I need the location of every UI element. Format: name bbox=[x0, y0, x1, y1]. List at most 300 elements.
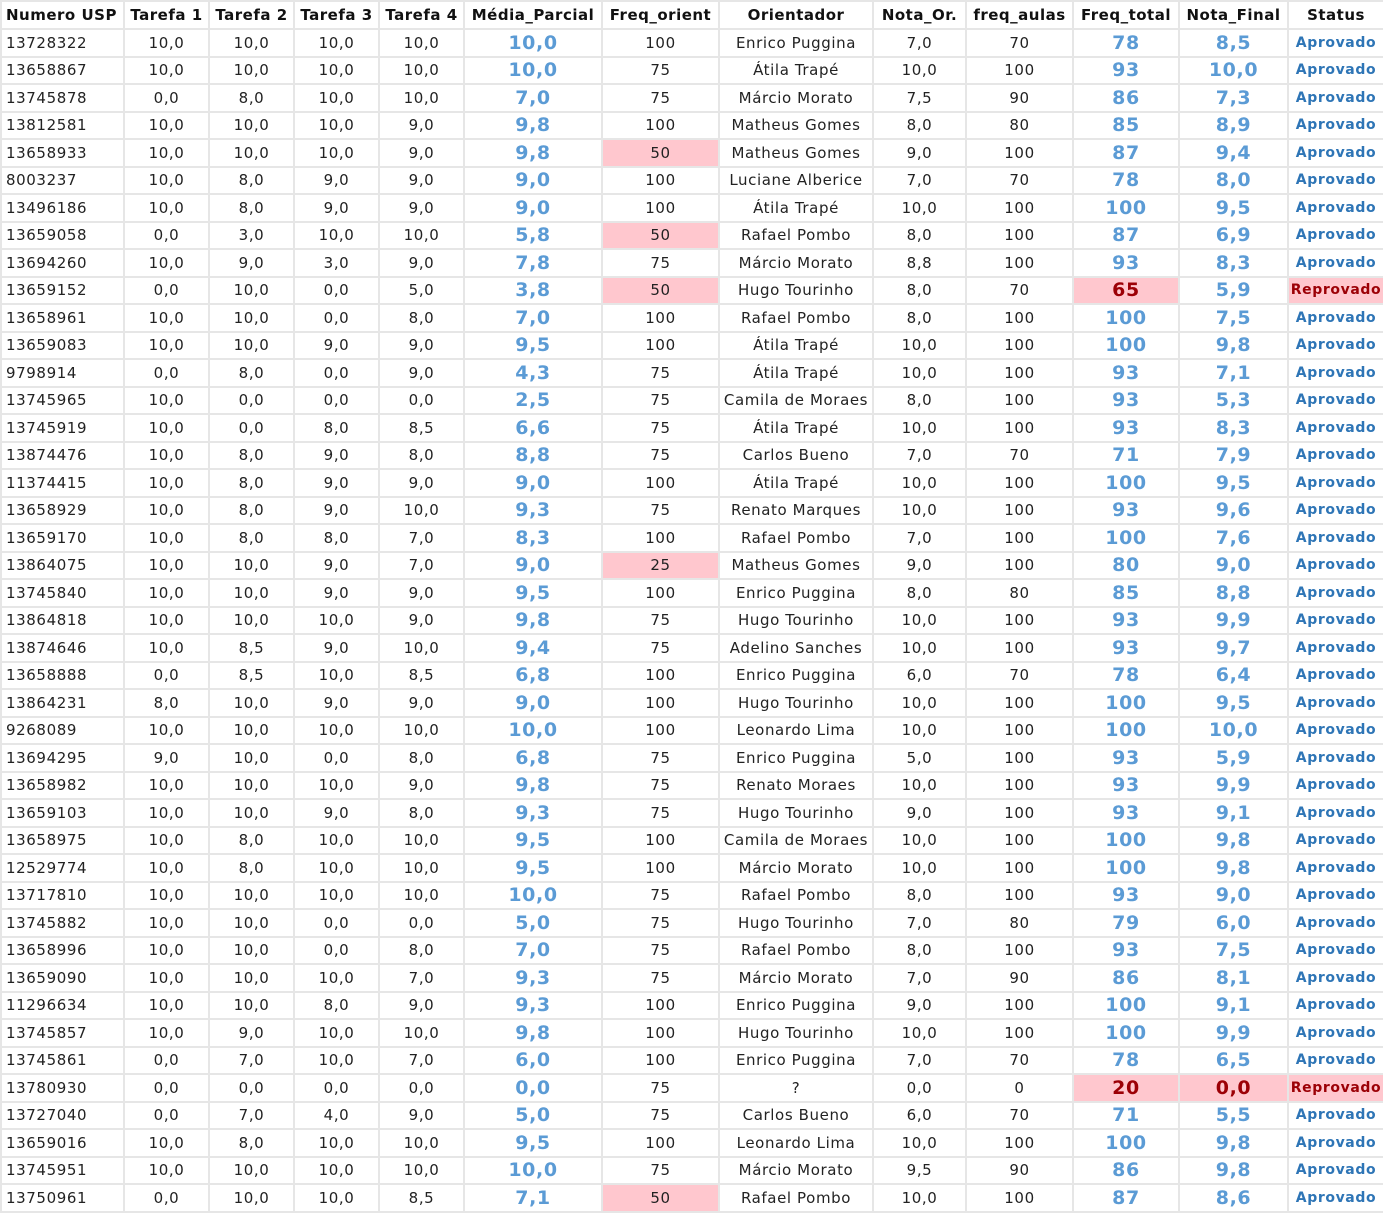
cell-status[interactable]: Aprovado bbox=[1288, 442, 1383, 470]
cell-tarefa-3[interactable]: 4,0 bbox=[294, 1102, 379, 1130]
cell-freq-total[interactable]: 86 bbox=[1073, 84, 1179, 112]
cell-tarefa-1[interactable]: 10,0 bbox=[124, 552, 209, 580]
cell-freq-total[interactable]: 93 bbox=[1073, 882, 1179, 910]
cell-media-parcial[interactable]: 9,8 bbox=[464, 772, 602, 800]
cell-tarefa-4[interactable]: 0,0 bbox=[379, 387, 464, 415]
cell-freq-aulas[interactable]: 100 bbox=[966, 607, 1073, 635]
cell-media-parcial[interactable]: 10,0 bbox=[464, 29, 602, 57]
cell-tarefa-4[interactable]: 9,0 bbox=[379, 194, 464, 222]
cell-media-parcial[interactable]: 10,0 bbox=[464, 1157, 602, 1185]
cell-tarefa-2[interactable]: 8,0 bbox=[209, 359, 294, 387]
cell-media-parcial[interactable]: 2,5 bbox=[464, 387, 602, 415]
cell-freq-orient[interactable]: 75 bbox=[602, 84, 719, 112]
cell-tarefa-2[interactable]: 8,0 bbox=[209, 167, 294, 195]
cell-freq-total[interactable]: 93 bbox=[1073, 744, 1179, 772]
cell-tarefa-3[interactable]: 0,0 bbox=[294, 937, 379, 965]
cell-freq-aulas[interactable]: 80 bbox=[966, 909, 1073, 937]
cell-status[interactable]: Aprovado bbox=[1288, 524, 1383, 552]
cell-freq-aulas[interactable]: 100 bbox=[966, 387, 1073, 415]
cell-media-parcial[interactable]: 3,8 bbox=[464, 277, 602, 305]
cell-freq-orient[interactable]: 75 bbox=[602, 964, 719, 992]
cell-tarefa-1[interactable]: 10,0 bbox=[124, 1157, 209, 1185]
cell-tarefa-3[interactable]: 0,0 bbox=[294, 304, 379, 332]
cell-media-parcial[interactable]: 5,0 bbox=[464, 909, 602, 937]
cell-freq-total[interactable]: 100 bbox=[1073, 524, 1179, 552]
cell-freq-orient[interactable]: 100 bbox=[602, 579, 719, 607]
cell-tarefa-2[interactable]: 10,0 bbox=[209, 57, 294, 85]
cell-tarefa-1[interactable]: 0,0 bbox=[124, 84, 209, 112]
cell-freq-total[interactable]: 100 bbox=[1073, 854, 1179, 882]
cell-numero-usp[interactable]: 13658929 bbox=[1, 497, 124, 525]
cell-numero-usp[interactable]: 8003237 bbox=[1, 167, 124, 195]
cell-status[interactable]: Aprovado bbox=[1288, 1047, 1383, 1075]
cell-orientador[interactable]: Rafael Pombo bbox=[719, 524, 873, 552]
cell-nota-final[interactable]: 9,4 bbox=[1179, 139, 1288, 167]
cell-freq-orient[interactable]: 100 bbox=[602, 992, 719, 1020]
cell-status[interactable]: Aprovado bbox=[1288, 222, 1383, 250]
cell-tarefa-2[interactable]: 10,0 bbox=[209, 1157, 294, 1185]
cell-orientador[interactable]: Enrico Puggina bbox=[719, 29, 873, 57]
cell-tarefa-3[interactable]: 10,0 bbox=[294, 717, 379, 745]
cell-numero-usp[interactable]: 13658933 bbox=[1, 139, 124, 167]
cell-freq-aulas[interactable]: 100 bbox=[966, 937, 1073, 965]
cell-tarefa-2[interactable]: 3,0 bbox=[209, 222, 294, 250]
cell-freq-total[interactable]: 93 bbox=[1073, 607, 1179, 635]
cell-numero-usp[interactable]: 13659083 bbox=[1, 332, 124, 360]
cell-tarefa-4[interactable]: 9,0 bbox=[379, 332, 464, 360]
cell-nota-final[interactable]: 9,1 bbox=[1179, 992, 1288, 1020]
cell-tarefa-2[interactable]: 10,0 bbox=[209, 744, 294, 772]
cell-tarefa-1[interactable]: 10,0 bbox=[124, 964, 209, 992]
cell-media-parcial[interactable]: 10,0 bbox=[464, 717, 602, 745]
cell-media-parcial[interactable]: 9,3 bbox=[464, 992, 602, 1020]
cell-nota-final[interactable]: 8,6 bbox=[1179, 1184, 1288, 1212]
cell-media-parcial[interactable]: 9,0 bbox=[464, 689, 602, 717]
cell-tarefa-3[interactable]: 10,0 bbox=[294, 1184, 379, 1212]
cell-tarefa-4[interactable]: 9,0 bbox=[379, 689, 464, 717]
cell-tarefa-4[interactable]: 9,0 bbox=[379, 1102, 464, 1130]
cell-nota-final[interactable]: 8,1 bbox=[1179, 964, 1288, 992]
cell-tarefa-1[interactable]: 10,0 bbox=[124, 799, 209, 827]
cell-tarefa-4[interactable]: 10,0 bbox=[379, 717, 464, 745]
cell-freq-aulas[interactable]: 100 bbox=[966, 222, 1073, 250]
cell-freq-orient[interactable]: 75 bbox=[602, 772, 719, 800]
cell-nota-final[interactable]: 9,7 bbox=[1179, 634, 1288, 662]
cell-tarefa-4[interactable]: 9,0 bbox=[379, 139, 464, 167]
cell-tarefa-4[interactable]: 8,0 bbox=[379, 937, 464, 965]
cell-tarefa-3[interactable]: 8,0 bbox=[294, 524, 379, 552]
cell-nota-final[interactable]: 8,9 bbox=[1179, 112, 1288, 140]
cell-tarefa-2[interactable]: 10,0 bbox=[209, 717, 294, 745]
cell-tarefa-2[interactable]: 10,0 bbox=[209, 964, 294, 992]
cell-freq-total[interactable]: 65 bbox=[1073, 277, 1179, 305]
cell-freq-aulas[interactable]: 100 bbox=[966, 332, 1073, 360]
cell-tarefa-4[interactable]: 8,0 bbox=[379, 744, 464, 772]
cell-freq-orient[interactable]: 100 bbox=[602, 827, 719, 855]
cell-freq-aulas[interactable]: 0 bbox=[966, 1074, 1073, 1102]
cell-tarefa-3[interactable]: 9,0 bbox=[294, 497, 379, 525]
cell-freq-aulas[interactable]: 80 bbox=[966, 579, 1073, 607]
cell-freq-total[interactable]: 93 bbox=[1073, 799, 1179, 827]
cell-status[interactable]: Aprovado bbox=[1288, 167, 1383, 195]
cell-media-parcial[interactable]: 0,0 bbox=[464, 1074, 602, 1102]
cell-nota-or[interactable]: 6,0 bbox=[873, 1102, 966, 1130]
cell-status[interactable]: Aprovado bbox=[1288, 387, 1383, 415]
cell-freq-aulas[interactable]: 100 bbox=[966, 1184, 1073, 1212]
cell-status[interactable]: Aprovado bbox=[1288, 194, 1383, 222]
header-freq-orient[interactable]: Freq_orient bbox=[602, 1, 719, 29]
cell-nota-final[interactable]: 10,0 bbox=[1179, 57, 1288, 85]
cell-media-parcial[interactable]: 7,1 bbox=[464, 1184, 602, 1212]
cell-freq-orient[interactable]: 75 bbox=[602, 744, 719, 772]
cell-freq-aulas[interactable]: 100 bbox=[966, 414, 1073, 442]
cell-freq-orient[interactable]: 75 bbox=[602, 249, 719, 277]
cell-freq-total[interactable]: 71 bbox=[1073, 1102, 1179, 1130]
cell-status[interactable]: Aprovado bbox=[1288, 1102, 1383, 1130]
cell-status[interactable]: Aprovado bbox=[1288, 882, 1383, 910]
cell-tarefa-4[interactable]: 8,0 bbox=[379, 799, 464, 827]
cell-orientador[interactable]: Adelino Sanches bbox=[719, 634, 873, 662]
cell-freq-orient[interactable]: 100 bbox=[602, 1019, 719, 1047]
cell-nota-or[interactable]: 7,0 bbox=[873, 524, 966, 552]
cell-orientador[interactable]: Márcio Morato bbox=[719, 249, 873, 277]
cell-nota-or[interactable]: 8,0 bbox=[873, 222, 966, 250]
cell-tarefa-4[interactable]: 8,0 bbox=[379, 304, 464, 332]
cell-tarefa-4[interactable]: 0,0 bbox=[379, 909, 464, 937]
cell-tarefa-1[interactable]: 10,0 bbox=[124, 1129, 209, 1157]
cell-numero-usp[interactable]: 13659090 bbox=[1, 964, 124, 992]
cell-tarefa-2[interactable]: 10,0 bbox=[209, 689, 294, 717]
cell-tarefa-4[interactable]: 10,0 bbox=[379, 854, 464, 882]
cell-numero-usp[interactable]: 13745857 bbox=[1, 1019, 124, 1047]
cell-media-parcial[interactable]: 9,3 bbox=[464, 964, 602, 992]
cell-tarefa-4[interactable]: 8,5 bbox=[379, 414, 464, 442]
cell-nota-or[interactable]: 10,0 bbox=[873, 717, 966, 745]
cell-tarefa-3[interactable]: 10,0 bbox=[294, 222, 379, 250]
cell-nota-final[interactable]: 5,9 bbox=[1179, 744, 1288, 772]
cell-tarefa-4[interactable]: 9,0 bbox=[379, 249, 464, 277]
cell-freq-total[interactable]: 100 bbox=[1073, 1019, 1179, 1047]
cell-tarefa-1[interactable]: 10,0 bbox=[124, 607, 209, 635]
cell-tarefa-2[interactable]: 8,0 bbox=[209, 194, 294, 222]
cell-tarefa-4[interactable]: 10,0 bbox=[379, 57, 464, 85]
cell-nota-final[interactable]: 9,8 bbox=[1179, 854, 1288, 882]
cell-freq-aulas[interactable]: 90 bbox=[966, 84, 1073, 112]
cell-freq-total[interactable]: 100 bbox=[1073, 717, 1179, 745]
cell-nota-final[interactable]: 7,5 bbox=[1179, 304, 1288, 332]
cell-freq-orient[interactable]: 100 bbox=[602, 194, 719, 222]
cell-tarefa-1[interactable]: 10,0 bbox=[124, 332, 209, 360]
cell-tarefa-3[interactable]: 10,0 bbox=[294, 1129, 379, 1157]
cell-status[interactable]: Aprovado bbox=[1288, 497, 1383, 525]
cell-freq-orient[interactable]: 50 bbox=[602, 222, 719, 250]
cell-freq-orient[interactable]: 75 bbox=[602, 634, 719, 662]
cell-tarefa-4[interactable]: 10,0 bbox=[379, 84, 464, 112]
cell-freq-total[interactable]: 79 bbox=[1073, 909, 1179, 937]
cell-status[interactable]: Aprovado bbox=[1288, 1184, 1383, 1212]
cell-numero-usp[interactable]: 13745882 bbox=[1, 909, 124, 937]
cell-orientador[interactable]: Enrico Puggina bbox=[719, 1047, 873, 1075]
cell-tarefa-4[interactable]: 10,0 bbox=[379, 882, 464, 910]
cell-tarefa-1[interactable]: 10,0 bbox=[124, 1019, 209, 1047]
cell-freq-total[interactable]: 100 bbox=[1073, 992, 1179, 1020]
cell-tarefa-4[interactable]: 9,0 bbox=[379, 167, 464, 195]
cell-orientador[interactable]: Átila Trapé bbox=[719, 414, 873, 442]
cell-tarefa-1[interactable]: 10,0 bbox=[124, 414, 209, 442]
cell-tarefa-2[interactable]: 8,0 bbox=[209, 524, 294, 552]
cell-orientador[interactable]: Rafael Pombo bbox=[719, 222, 873, 250]
cell-freq-aulas[interactable]: 100 bbox=[966, 689, 1073, 717]
cell-tarefa-4[interactable]: 9,0 bbox=[379, 579, 464, 607]
cell-orientador[interactable]: Rafael Pombo bbox=[719, 882, 873, 910]
cell-tarefa-3[interactable]: 10,0 bbox=[294, 57, 379, 85]
cell-status[interactable]: Aprovado bbox=[1288, 552, 1383, 580]
cell-orientador[interactable]: Márcio Morato bbox=[719, 964, 873, 992]
cell-freq-orient[interactable]: 100 bbox=[602, 304, 719, 332]
cell-numero-usp[interactable]: 13874476 bbox=[1, 442, 124, 470]
cell-freq-total[interactable]: 87 bbox=[1073, 222, 1179, 250]
cell-freq-aulas[interactable]: 100 bbox=[966, 772, 1073, 800]
cell-freq-aulas[interactable]: 100 bbox=[966, 359, 1073, 387]
cell-tarefa-2[interactable]: 10,0 bbox=[209, 112, 294, 140]
cell-numero-usp[interactable]: 13727040 bbox=[1, 1102, 124, 1130]
cell-freq-total[interactable]: 100 bbox=[1073, 1129, 1179, 1157]
cell-nota-final[interactable]: 7,6 bbox=[1179, 524, 1288, 552]
cell-nota-or[interactable]: 9,0 bbox=[873, 799, 966, 827]
cell-freq-total[interactable]: 80 bbox=[1073, 552, 1179, 580]
cell-freq-total[interactable]: 93 bbox=[1073, 634, 1179, 662]
cell-freq-orient[interactable]: 75 bbox=[602, 607, 719, 635]
cell-media-parcial[interactable]: 6,8 bbox=[464, 744, 602, 772]
header-numero-usp[interactable]: Numero USP bbox=[1, 1, 124, 29]
cell-freq-total[interactable]: 86 bbox=[1073, 1157, 1179, 1185]
cell-freq-aulas[interactable]: 100 bbox=[966, 827, 1073, 855]
header-tarefa-2[interactable]: Tarefa 2 bbox=[209, 1, 294, 29]
cell-media-parcial[interactable]: 7,0 bbox=[464, 937, 602, 965]
cell-tarefa-2[interactable]: 10,0 bbox=[209, 772, 294, 800]
cell-freq-aulas[interactable]: 70 bbox=[966, 1047, 1073, 1075]
cell-tarefa-4[interactable]: 9,0 bbox=[379, 359, 464, 387]
cell-status[interactable]: Aprovado bbox=[1288, 909, 1383, 937]
cell-tarefa-4[interactable]: 7,0 bbox=[379, 552, 464, 580]
cell-tarefa-2[interactable]: 8,5 bbox=[209, 662, 294, 690]
cell-tarefa-2[interactable]: 7,0 bbox=[209, 1047, 294, 1075]
cell-freq-aulas[interactable]: 100 bbox=[966, 194, 1073, 222]
cell-nota-final[interactable]: 5,9 bbox=[1179, 277, 1288, 305]
cell-tarefa-1[interactable]: 10,0 bbox=[124, 112, 209, 140]
cell-media-parcial[interactable]: 10,0 bbox=[464, 882, 602, 910]
cell-nota-or[interactable]: 10,0 bbox=[873, 634, 966, 662]
cell-nota-or[interactable]: 9,5 bbox=[873, 1157, 966, 1185]
cell-nota-or[interactable]: 10,0 bbox=[873, 689, 966, 717]
cell-nota-final[interactable]: 7,1 bbox=[1179, 359, 1288, 387]
cell-freq-total[interactable]: 93 bbox=[1073, 497, 1179, 525]
cell-freq-aulas[interactable]: 100 bbox=[966, 469, 1073, 497]
cell-freq-total[interactable]: 78 bbox=[1073, 167, 1179, 195]
cell-tarefa-3[interactable]: 10,0 bbox=[294, 882, 379, 910]
cell-nota-final[interactable]: 7,3 bbox=[1179, 84, 1288, 112]
cell-tarefa-3[interactable]: 3,0 bbox=[294, 249, 379, 277]
cell-freq-total[interactable]: 87 bbox=[1073, 139, 1179, 167]
cell-status[interactable]: Aprovado bbox=[1288, 799, 1383, 827]
cell-tarefa-2[interactable]: 10,0 bbox=[209, 607, 294, 635]
cell-status[interactable]: Aprovado bbox=[1288, 112, 1383, 140]
cell-tarefa-3[interactable]: 9,0 bbox=[294, 552, 379, 580]
cell-numero-usp[interactable]: 13496186 bbox=[1, 194, 124, 222]
cell-tarefa-4[interactable]: 9,0 bbox=[379, 607, 464, 635]
cell-status[interactable]: Aprovado bbox=[1288, 469, 1383, 497]
cell-tarefa-3[interactable]: 0,0 bbox=[294, 387, 379, 415]
cell-nota-or[interactable]: 10,0 bbox=[873, 57, 966, 85]
cell-numero-usp[interactable]: 13745861 bbox=[1, 1047, 124, 1075]
cell-orientador[interactable]: Rafael Pombo bbox=[719, 304, 873, 332]
cell-nota-final[interactable]: 6,4 bbox=[1179, 662, 1288, 690]
cell-numero-usp[interactable]: 13659103 bbox=[1, 799, 124, 827]
cell-freq-total[interactable]: 93 bbox=[1073, 772, 1179, 800]
cell-freq-aulas[interactable]: 70 bbox=[966, 277, 1073, 305]
cell-freq-orient[interactable]: 50 bbox=[602, 277, 719, 305]
cell-nota-or[interactable]: 7,0 bbox=[873, 909, 966, 937]
cell-nota-final[interactable]: 10,0 bbox=[1179, 717, 1288, 745]
cell-freq-aulas[interactable]: 100 bbox=[966, 249, 1073, 277]
cell-nota-final[interactable]: 8,0 bbox=[1179, 167, 1288, 195]
cell-freq-total[interactable]: 85 bbox=[1073, 112, 1179, 140]
cell-freq-aulas[interactable]: 100 bbox=[966, 552, 1073, 580]
cell-orientador[interactable]: Renato Moraes bbox=[719, 772, 873, 800]
cell-tarefa-1[interactable]: 10,0 bbox=[124, 249, 209, 277]
cell-freq-orient[interactable]: 100 bbox=[602, 1129, 719, 1157]
cell-nota-final[interactable]: 6,5 bbox=[1179, 1047, 1288, 1075]
cell-freq-aulas[interactable]: 70 bbox=[966, 167, 1073, 195]
cell-nota-or[interactable]: 7,5 bbox=[873, 84, 966, 112]
cell-nota-or[interactable]: 8,0 bbox=[873, 579, 966, 607]
cell-media-parcial[interactable]: 9,3 bbox=[464, 799, 602, 827]
cell-media-parcial[interactable]: 9,5 bbox=[464, 579, 602, 607]
cell-media-parcial[interactable]: 5,0 bbox=[464, 1102, 602, 1130]
cell-numero-usp[interactable]: 13694260 bbox=[1, 249, 124, 277]
cell-tarefa-2[interactable]: 10,0 bbox=[209, 909, 294, 937]
cell-tarefa-1[interactable]: 0,0 bbox=[124, 662, 209, 690]
cell-tarefa-2[interactable]: 8,0 bbox=[209, 827, 294, 855]
cell-orientador[interactable]: Átila Trapé bbox=[719, 57, 873, 85]
cell-freq-orient[interactable]: 50 bbox=[602, 1184, 719, 1212]
cell-status[interactable]: Aprovado bbox=[1288, 84, 1383, 112]
cell-tarefa-1[interactable]: 0,0 bbox=[124, 222, 209, 250]
cell-status[interactable]: Aprovado bbox=[1288, 744, 1383, 772]
cell-tarefa-1[interactable]: 0,0 bbox=[124, 1047, 209, 1075]
cell-media-parcial[interactable]: 9,5 bbox=[464, 827, 602, 855]
cell-nota-final[interactable]: 6,0 bbox=[1179, 909, 1288, 937]
cell-freq-aulas[interactable]: 100 bbox=[966, 1129, 1073, 1157]
cell-freq-total[interactable]: 71 bbox=[1073, 442, 1179, 470]
cell-nota-final[interactable]: 9,9 bbox=[1179, 607, 1288, 635]
cell-freq-total[interactable]: 86 bbox=[1073, 964, 1179, 992]
cell-tarefa-2[interactable]: 7,0 bbox=[209, 1102, 294, 1130]
cell-tarefa-1[interactable]: 10,0 bbox=[124, 304, 209, 332]
cell-nota-final[interactable]: 9,0 bbox=[1179, 552, 1288, 580]
cell-numero-usp[interactable]: 13659152 bbox=[1, 277, 124, 305]
cell-orientador[interactable]: Renato Marques bbox=[719, 497, 873, 525]
cell-tarefa-2[interactable]: 8,0 bbox=[209, 497, 294, 525]
cell-media-parcial[interactable]: 9,5 bbox=[464, 854, 602, 882]
cell-tarefa-2[interactable]: 10,0 bbox=[209, 937, 294, 965]
cell-tarefa-1[interactable]: 10,0 bbox=[124, 29, 209, 57]
cell-status[interactable]: Aprovado bbox=[1288, 964, 1383, 992]
cell-tarefa-1[interactable]: 10,0 bbox=[124, 442, 209, 470]
cell-tarefa-2[interactable]: 10,0 bbox=[209, 277, 294, 305]
cell-freq-aulas[interactable]: 100 bbox=[966, 744, 1073, 772]
cell-tarefa-3[interactable]: 0,0 bbox=[294, 744, 379, 772]
cell-tarefa-3[interactable]: 9,0 bbox=[294, 332, 379, 360]
cell-media-parcial[interactable]: 9,4 bbox=[464, 634, 602, 662]
cell-freq-total[interactable]: 100 bbox=[1073, 827, 1179, 855]
cell-orientador[interactable]: Luciane Alberice bbox=[719, 167, 873, 195]
cell-media-parcial[interactable]: 9,3 bbox=[464, 497, 602, 525]
cell-nota-final[interactable]: 9,8 bbox=[1179, 1157, 1288, 1185]
cell-media-parcial[interactable]: 9,8 bbox=[464, 607, 602, 635]
cell-nota-or[interactable]: 9,0 bbox=[873, 552, 966, 580]
cell-freq-aulas[interactable]: 70 bbox=[966, 1102, 1073, 1130]
cell-nota-or[interactable]: 10,0 bbox=[873, 854, 966, 882]
cell-freq-total[interactable]: 100 bbox=[1073, 304, 1179, 332]
cell-tarefa-3[interactable]: 10,0 bbox=[294, 1047, 379, 1075]
cell-nota-final[interactable]: 9,5 bbox=[1179, 689, 1288, 717]
cell-tarefa-3[interactable]: 0,0 bbox=[294, 909, 379, 937]
cell-status[interactable]: Aprovado bbox=[1288, 717, 1383, 745]
cell-freq-aulas[interactable]: 70 bbox=[966, 29, 1073, 57]
cell-orientador[interactable]: Hugo Tourinho bbox=[719, 607, 873, 635]
cell-freq-aulas[interactable]: 100 bbox=[966, 524, 1073, 552]
cell-orientador[interactable]: Enrico Puggina bbox=[719, 662, 873, 690]
cell-media-parcial[interactable]: 6,8 bbox=[464, 662, 602, 690]
cell-tarefa-3[interactable]: 10,0 bbox=[294, 772, 379, 800]
cell-freq-total[interactable]: 78 bbox=[1073, 662, 1179, 690]
cell-tarefa-2[interactable]: 10,0 bbox=[209, 882, 294, 910]
cell-tarefa-1[interactable]: 10,0 bbox=[124, 139, 209, 167]
cell-numero-usp[interactable]: 13659016 bbox=[1, 1129, 124, 1157]
cell-freq-orient[interactable]: 75 bbox=[602, 882, 719, 910]
cell-numero-usp[interactable]: 13745919 bbox=[1, 414, 124, 442]
cell-tarefa-1[interactable]: 10,0 bbox=[124, 909, 209, 937]
cell-tarefa-1[interactable]: 10,0 bbox=[124, 387, 209, 415]
header-nota-or[interactable]: Nota_Or. bbox=[873, 1, 966, 29]
cell-freq-total[interactable]: 93 bbox=[1073, 937, 1179, 965]
cell-tarefa-4[interactable]: 0,0 bbox=[379, 1074, 464, 1102]
cell-freq-total[interactable]: 100 bbox=[1073, 469, 1179, 497]
cell-media-parcial[interactable]: 7,8 bbox=[464, 249, 602, 277]
cell-status[interactable]: Aprovado bbox=[1288, 937, 1383, 965]
cell-nota-final[interactable]: 9,9 bbox=[1179, 1019, 1288, 1047]
cell-freq-total[interactable]: 100 bbox=[1073, 689, 1179, 717]
cell-tarefa-4[interactable]: 5,0 bbox=[379, 277, 464, 305]
cell-nota-or[interactable]: 10,0 bbox=[873, 359, 966, 387]
cell-tarefa-2[interactable]: 9,0 bbox=[209, 1019, 294, 1047]
cell-freq-total[interactable]: 100 bbox=[1073, 194, 1179, 222]
cell-nota-final[interactable]: 9,5 bbox=[1179, 194, 1288, 222]
cell-media-parcial[interactable]: 6,6 bbox=[464, 414, 602, 442]
cell-orientador[interactable]: Hugo Tourinho bbox=[719, 1019, 873, 1047]
cell-tarefa-1[interactable]: 8,0 bbox=[124, 689, 209, 717]
cell-freq-orient[interactable]: 100 bbox=[602, 662, 719, 690]
cell-nota-or[interactable]: 6,0 bbox=[873, 662, 966, 690]
cell-orientador[interactable]: Leonardo Lima bbox=[719, 717, 873, 745]
cell-media-parcial[interactable]: 9,0 bbox=[464, 469, 602, 497]
cell-tarefa-3[interactable]: 8,0 bbox=[294, 414, 379, 442]
cell-freq-orient[interactable]: 75 bbox=[602, 414, 719, 442]
cell-orientador[interactable]: Enrico Puggina bbox=[719, 992, 873, 1020]
cell-nota-or[interactable]: 7,0 bbox=[873, 1047, 966, 1075]
cell-media-parcial[interactable]: 6,0 bbox=[464, 1047, 602, 1075]
